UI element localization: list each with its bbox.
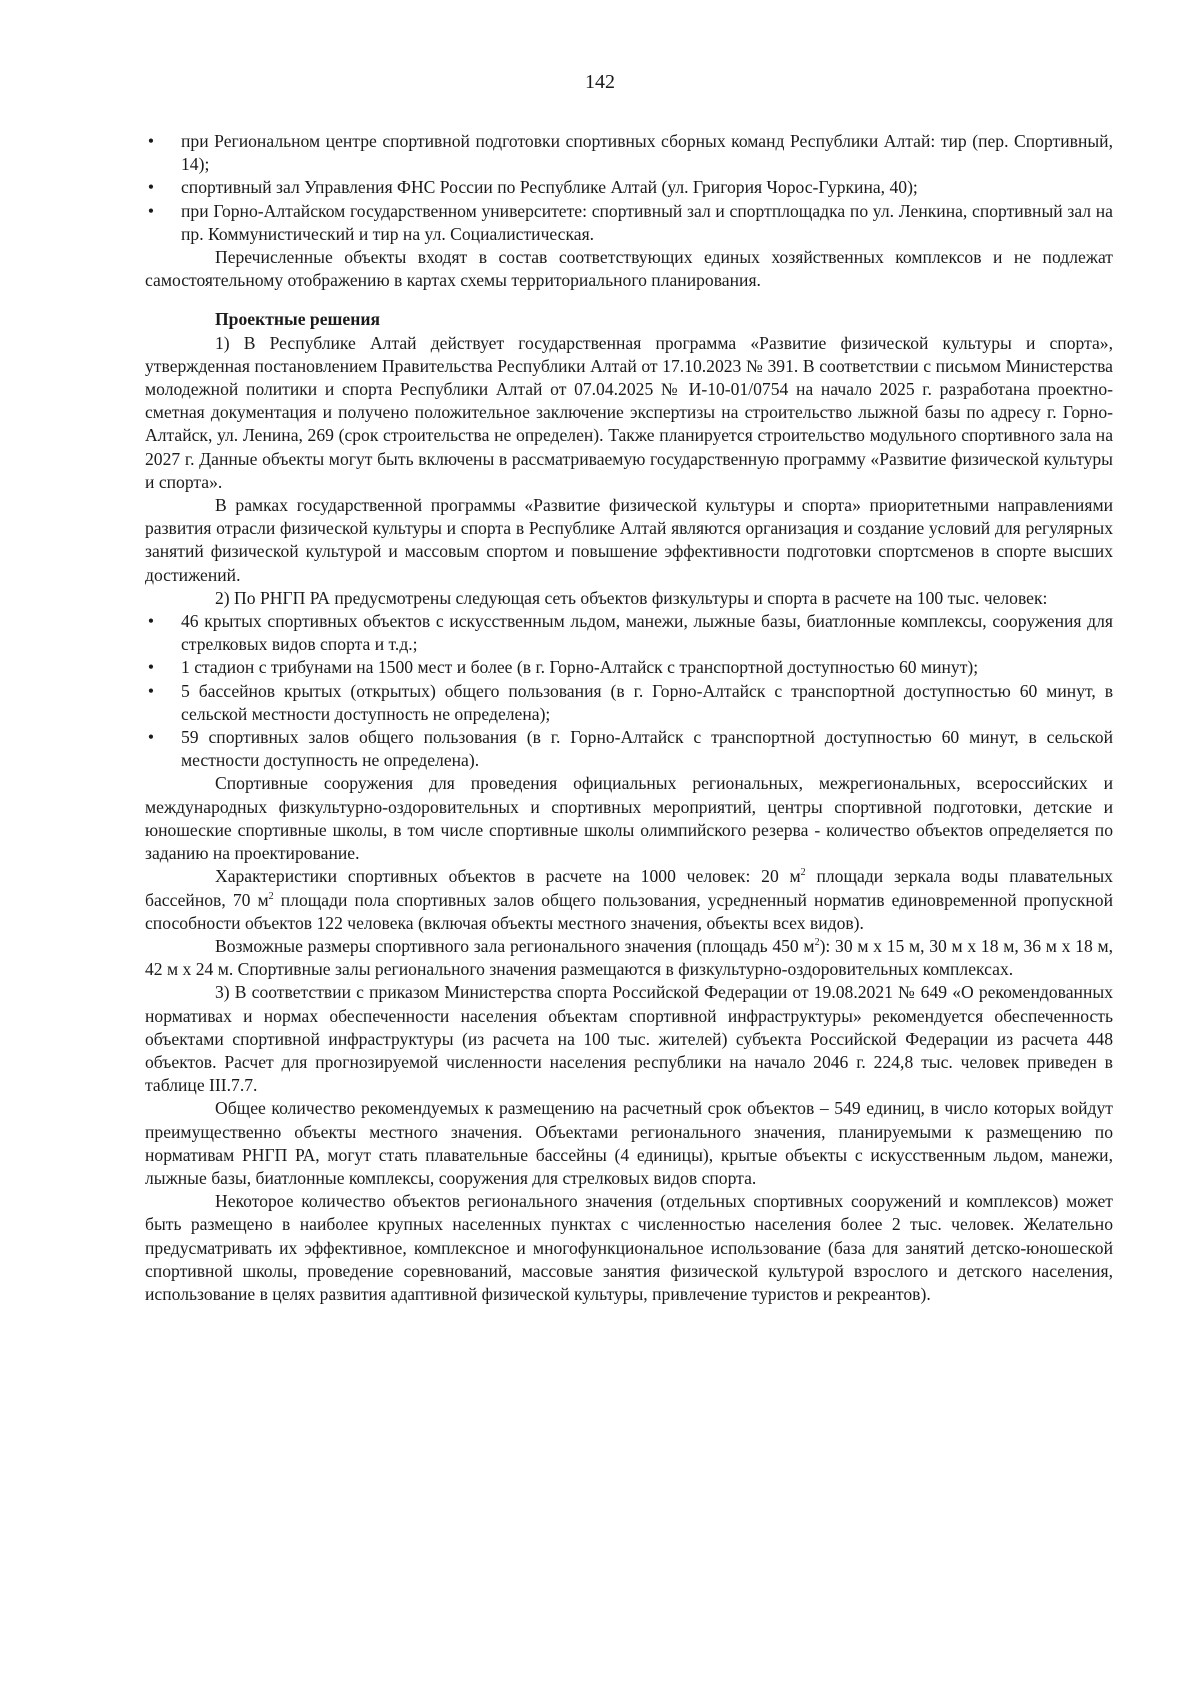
superscript: 2 <box>800 867 806 879</box>
bullet-icon: • <box>147 177 155 198</box>
text-segment: площади пола спортивных залов общего пользования, усредненный норматив единовременной пропускной способности объектов 122 человека (включая объекты местного значения, объекты всех видов). <box>145 889 1113 933</box>
bullet-icon: • <box>147 680 155 701</box>
bullet-icon: • <box>147 657 155 678</box>
list-item-text: 5 бассейнов крытых (открытых) общего пользования (в г. Горно-Алтайск с транспортной доступностью 60 минут, в сельской местности доступность не определена); <box>181 680 1113 724</box>
paragraph-program-priorities: В рамках государственной программы «Развитие физической культуры и спорта» приоритетными направлениями развития отрасли физической культуры и спорта в Республике Алтай являются организация и создание условий для регулярных занятий физической культурой и массовым спортом и повышение эффективности подготовки спортсменов в спорте высших достижений. <box>145 495 1113 585</box>
list-item-text: 59 спортивных залов общего пользования (в г. Горно-Алтайск с транспортной доступностью 60 минут, в сельской местности доступность не определена). <box>181 727 1113 771</box>
section-heading: Проектные решения <box>215 309 380 330</box>
bullet-icon: • <box>147 200 155 221</box>
superscript: 2 <box>268 890 274 902</box>
list-item <box>145 176 1113 199</box>
superscript: 2 <box>814 937 820 949</box>
list-item-text: при Горно-Алтайском государственном университете: спортивный зал и спортплощадка по ул. Ленкина, спортивный зал на пр. Коммунистический и тир на ул. Социалистическая. <box>181 200 1113 244</box>
paragraph-ministry-order: 3) В соответствии с приказом Министерства спорта Российской Федерации от 19.08.2021 № 649 «О рекомендованных нормативах и нормах обеспеченности населения объектам спортивной инфраструктуры» рекомендуется обеспеченность объектами спортивной инфраструктуры (из расчета на 100 тыс. жителей) субъекта Российской Федерации из расчета 448 объектов. Расчет для прогнозируемой численности населения республики на начало 2046 г. 224,8 тыс. человек приведен в таблице III.7.7. <box>145 982 1113 1096</box>
paragraph-sport-facilities: Спортивные сооружения для проведения официальных региональных, межрегиональных, всероссийских и международных физкультурно-оздоровительных и спортивных мероприятий, центры спортивной подготовки, детские и юношеские спортивные школы, в том числе спортивные школы олимпийского резерва - количество объектов определяется по заданию на проектирование. <box>145 773 1113 864</box>
list-item <box>145 200 1113 246</box>
paragraph-total-objects: Общее количество рекомендуемых к размещению на расчетный срок объектов – 549 единиц, в число которых войдут преимущественно объекты местного значения. Объектами регионального значения, планируемыми к размещению по нормативам РНГП РА, могут стать плавательные бассейны (4 единицы), крытые объекты с искусственным льдом, манежи, лыжные базы, биатлонные комплексы, сооружения для стрелковых видов спорта. <box>145 1098 1113 1188</box>
paragraph-characteristics <box>145 865 1113 935</box>
bullet-icon: • <box>147 611 155 632</box>
text-segment: Возможные размеры спортивного зала регионального значения (площадь 450 м <box>215 935 815 956</box>
list-item <box>145 656 1113 679</box>
page-number: 142 <box>585 71 615 93</box>
paragraph-rngp-network: 2) По РНГП РА предусмотрены следующая сеть объектов физкультуры и спорта в расчете на 100 тыс. человек: <box>215 587 1048 608</box>
list-item-text: 1 стадион с трибунами на 1500 мест и более (в г. Горно-Алтайск с транспортной доступностью 60 минут); <box>181 657 979 678</box>
text-segment: площади зеркала воды плавательных бассейнов, 70 м <box>145 866 1113 910</box>
list-item-text: при Региональном центре спортивной подготовки спортивных сборных команд Республики Алтай: тир (пер. Спортивный, 14); <box>181 131 1113 175</box>
document-body <box>145 130 1113 1306</box>
paragraph-state-program: 1) В Республике Алтай действует государственная программа «Развитие физической культуры и спорта», утвержденная постановлением Правительства Республики Алтай от 17.10.2023 № 391. В соответствии с письмом Министерства молодежной политики и спорта Республики Алтай от 07.04.2025 № И-10-01/0754 на начало 2025 г. разработана проектно-сметная документация и получено положительное заключение экспертизы на строительство лыжной базы по адресу г. Горно-Алтайск, ул. Ленина, 269 (срок строительства не определен). Также планируется строительство модульного спортивного зала на 2027 г. Данные объекты могут быть включены в рассматриваемую государственную программу «Развитие физической культуры и спорта». <box>145 332 1113 492</box>
list-item <box>145 726 1113 772</box>
paragraph-objects-note: Перечисленные объекты входят в состав соответствующих единых хозяйственных комплексов и не подлежат самостоятельному отображению в картах схемы территориального планирования. <box>145 247 1113 291</box>
paragraph-placement: Некоторое количество объектов регионального значения (отдельных спортивных сооружений и комплексов) может быть размещено в наиболее крупных населенных пунктах с численностью населения более 2 тыс. человек. Желательно предусматривать их эффективное, комплексное и многофункциональное использование (база для занятий детско-юношеской спортивной школы, проведение соревнований, массовые занятия физической культурой взрослого и детского населения, использование в целях развития адаптивной физической культуры, привлечение туристов и рекреантов). <box>145 1191 1113 1304</box>
text-segment: Характеристики спортивных объектов в расчете на 1000 человек: 20 м <box>215 866 801 887</box>
text-segment: ): 30 м х 15 м, 30 м х 18 м, 36 м х 18 м, 42 м х 24 м. Спортивные залы регионального значения размещаются в физкультурно-оздоровительных комплексах. <box>145 935 1113 980</box>
list-item <box>145 680 1113 726</box>
bullet-icon: • <box>147 727 155 748</box>
paragraph-hall-sizes <box>145 935 1113 981</box>
list-item <box>145 610 1113 656</box>
list-item <box>145 130 1113 176</box>
list-item-text: 46 крытых спортивных объектов с искусственным льдом, манежи, лыжные базы, биатлонные комплексы, сооружения для стрелковых видов спорта и т.д.; <box>181 611 1113 655</box>
bullet-icon: • <box>147 131 155 151</box>
list-item-text: спортивный зал Управления ФНС России по Республике Алтай (ул. Григория Чорос-Гуркина, 40); <box>181 177 918 198</box>
